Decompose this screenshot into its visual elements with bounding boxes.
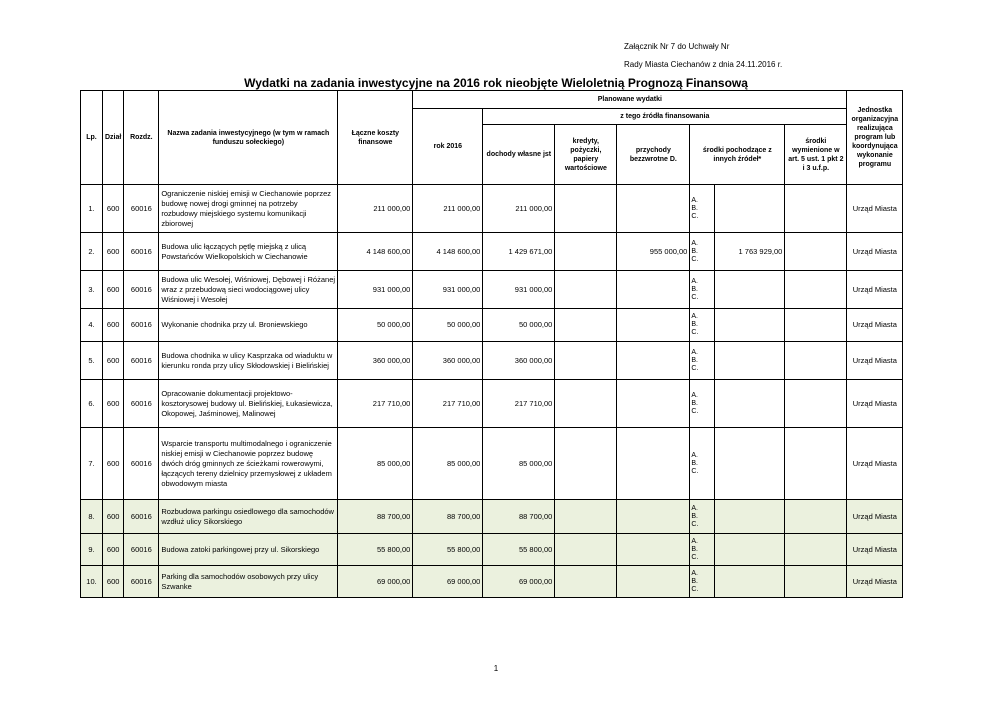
row-rozdz: 60016 <box>124 233 159 271</box>
row-other-sources <box>715 309 785 342</box>
row-year-2016: 55 800,00 <box>413 534 483 566</box>
row-other-sources: 1 763 929,00 <box>715 233 785 271</box>
abc-label: B. <box>691 321 698 328</box>
row-own-income: 85 000,00 <box>483 428 555 500</box>
row-task-name: Budowa zatoki parkingowej przy ul. Sikorskiego <box>159 534 338 566</box>
row-own-income: 217 710,00 <box>483 380 555 428</box>
row-unit: Urząd Miasta <box>847 566 903 598</box>
row-task-name: Opracowanie dokumentacji projektowo-kosztorysowej budowy ul. Bielińskiej, Łukasiewicza, Okopowej, Jaśminowej, Malinowej <box>159 380 338 428</box>
row-abc-labels <box>690 428 715 500</box>
row-lp: 9. <box>81 534 103 566</box>
row-unit: Urząd Miasta <box>847 500 903 534</box>
row-abc-labels <box>690 342 715 380</box>
row-task-name: Ograniczenie niskiej emisji w Ciechanowie poprzez budowę nowej drogi gminnej na potrzeby rozbudowy miejskiego systemu komunikacji zbiorowej <box>159 185 338 233</box>
row-art5-funds <box>785 534 847 566</box>
abc-label: A. <box>691 504 698 512</box>
table-row <box>81 309 903 342</box>
row-loans <box>555 271 617 309</box>
row-other-sources <box>715 185 785 233</box>
abc-label: B. <box>691 459 698 467</box>
row-unit: Urząd Miasta <box>847 233 903 271</box>
row-unit: Urząd Miasta <box>847 534 903 566</box>
row-year-2016: 85 000,00 <box>413 428 483 500</box>
row-unit: Urząd Miasta <box>847 342 903 380</box>
col-zrodla: z tego źródła finansowania <box>483 109 847 125</box>
row-other-sources <box>715 500 785 534</box>
row-total-cost: 88 700,00 <box>338 500 413 534</box>
abc-label: A. <box>691 196 698 204</box>
row-rozdz: 60016 <box>124 534 159 566</box>
row-dzial: 600 <box>103 185 124 233</box>
row-lp: 10. <box>81 566 103 598</box>
row-unit: Urząd Miasta <box>847 309 903 342</box>
row-unit: Urząd Miasta <box>847 271 903 309</box>
row-own-income: 1 429 671,00 <box>483 233 555 271</box>
row-dzial: 600 <box>103 534 124 566</box>
abc-label: C. <box>691 407 699 415</box>
row-task-name: Rozbudowa parkingu osiedlowego dla samochodów wzdłuż ulicy Sikorskiego <box>159 500 338 534</box>
row-non-repayable <box>617 309 690 342</box>
row-abc-labels <box>690 233 715 271</box>
row-non-repayable <box>617 428 690 500</box>
col-dzial: Dział <box>103 91 124 185</box>
row-art5-funds <box>785 566 847 598</box>
row-dzial: 600 <box>103 342 124 380</box>
abc-label: C. <box>691 255 699 263</box>
abc-label: C. <box>691 553 699 561</box>
row-rozdz: 60016 <box>124 185 159 233</box>
row-non-repayable <box>617 380 690 428</box>
abc-label: C. <box>691 364 699 372</box>
row-loans <box>555 566 617 598</box>
abc-label: C. <box>691 293 699 301</box>
table-row <box>81 428 903 500</box>
row-other-sources <box>715 534 785 566</box>
row-other-sources <box>715 342 785 380</box>
page-number: 1 <box>493 664 499 673</box>
abc-label: C. <box>691 329 699 336</box>
row-other-sources <box>715 428 785 500</box>
row-unit: Urząd Miasta <box>847 185 903 233</box>
abc-label: B. <box>691 577 698 585</box>
row-own-income: 360 000,00 <box>483 342 555 380</box>
attachment-note: Załącznik Nr 7 do Uchwały Nr <box>624 42 730 51</box>
row-own-income: 55 800,00 <box>483 534 555 566</box>
col-jednostka: Jednostka organizacyjna realizująca program lub koordynująca wykonanie programu <box>847 91 903 185</box>
row-lp: 8. <box>81 500 103 534</box>
row-lp: 2. <box>81 233 103 271</box>
col-rok: rok 2016 <box>413 109 483 185</box>
row-rozdz: 60016 <box>124 428 159 500</box>
row-rozdz: 60016 <box>124 342 159 380</box>
abc-label: A. <box>691 537 698 545</box>
abc-label: B. <box>691 356 698 364</box>
row-dzial: 600 <box>103 566 124 598</box>
row-year-2016: 211 000,00 <box>413 185 483 233</box>
row-non-repayable <box>617 566 690 598</box>
row-year-2016: 4 148 600,00 <box>413 233 483 271</box>
table-row <box>81 271 903 309</box>
row-lp: 6. <box>81 380 103 428</box>
row-own-income: 69 000,00 <box>483 566 555 598</box>
row-own-income: 931 000,00 <box>483 271 555 309</box>
row-lp: 5. <box>81 342 103 380</box>
row-loans <box>555 500 617 534</box>
abc-label: B. <box>691 545 698 553</box>
abc-label: A. <box>691 348 698 356</box>
row-year-2016: 50 000,00 <box>413 309 483 342</box>
abc-label: A. <box>691 451 698 459</box>
row-art5-funds <box>785 428 847 500</box>
abc-label: B. <box>691 399 698 407</box>
table-body <box>81 185 903 598</box>
row-art5-funds <box>785 309 847 342</box>
abc-label: A. <box>691 313 698 320</box>
col-laczne: Łączne koszty finansowe <box>338 91 413 185</box>
abc-label: A. <box>691 239 698 247</box>
row-total-cost: 69 000,00 <box>338 566 413 598</box>
row-abc-labels <box>690 500 715 534</box>
row-non-repayable <box>617 185 690 233</box>
row-dzial: 600 <box>103 380 124 428</box>
row-own-income: 211 000,00 <box>483 185 555 233</box>
row-dzial: 600 <box>103 500 124 534</box>
table-row <box>81 500 903 534</box>
col-planowane: Planowane wydatki <box>413 91 847 109</box>
row-abc-labels <box>690 185 715 233</box>
row-rozdz: 60016 <box>124 309 159 342</box>
abc-label: B. <box>691 285 698 293</box>
table-row <box>81 233 903 271</box>
abc-label: B. <box>691 512 698 520</box>
row-loans <box>555 185 617 233</box>
row-loans <box>555 342 617 380</box>
row-art5-funds <box>785 271 847 309</box>
row-own-income: 88 700,00 <box>483 500 555 534</box>
col-kredyty: kredyty, pożyczki, papiery wartościowe <box>555 125 617 185</box>
investment-table <box>80 90 903 598</box>
row-own-income: 50 000,00 <box>483 309 555 342</box>
row-dzial: 600 <box>103 309 124 342</box>
row-total-cost: 85 000,00 <box>338 428 413 500</box>
row-other-sources <box>715 271 785 309</box>
table-row <box>81 185 903 233</box>
row-lp: 4. <box>81 309 103 342</box>
row-loans <box>555 428 617 500</box>
row-total-cost: 55 800,00 <box>338 534 413 566</box>
row-other-sources <box>715 380 785 428</box>
row-loans <box>555 309 617 342</box>
row-non-repayable: 955 000,00 <box>617 233 690 271</box>
council-date-note: Rady Miasta Ciechanów z dnia 24.11.2016 r. <box>624 60 783 69</box>
col-przychody: przychody bezzwrotne D. <box>617 125 690 185</box>
abc-label: C. <box>691 520 699 528</box>
row-non-repayable <box>617 271 690 309</box>
abc-label: A. <box>691 391 698 399</box>
row-unit: Urząd Miasta <box>847 428 903 500</box>
abc-label: C. <box>691 585 699 593</box>
row-total-cost: 211 000,00 <box>338 185 413 233</box>
row-art5-funds <box>785 380 847 428</box>
abc-label: A. <box>691 277 698 285</box>
table-row <box>81 342 903 380</box>
row-rozdz: 60016 <box>124 500 159 534</box>
row-lp: 7. <box>81 428 103 500</box>
row-dzial: 600 <box>103 271 124 309</box>
row-abc-labels <box>690 566 715 598</box>
abc-label: C. <box>691 467 699 475</box>
row-total-cost: 4 148 600,00 <box>338 233 413 271</box>
row-other-sources <box>715 566 785 598</box>
col-rozdz: Rozdz. <box>124 91 159 185</box>
row-dzial: 600 <box>103 428 124 500</box>
table-row <box>81 380 903 428</box>
row-non-repayable <box>617 500 690 534</box>
abc-label: B. <box>691 247 698 255</box>
row-rozdz: 60016 <box>124 380 159 428</box>
row-year-2016: 88 700,00 <box>413 500 483 534</box>
abc-label: A. <box>691 569 698 577</box>
row-task-name: Budowa ulic łączących pętlę miejską z ulicą Powstańców Wielkopolskich w Ciechanowie <box>159 233 338 271</box>
table-row <box>81 566 903 598</box>
row-abc-labels <box>690 534 715 566</box>
row-non-repayable <box>617 534 690 566</box>
row-lp: 3. <box>81 271 103 309</box>
row-lp: 1. <box>81 185 103 233</box>
row-total-cost: 50 000,00 <box>338 309 413 342</box>
row-loans <box>555 534 617 566</box>
row-art5-funds <box>785 185 847 233</box>
table-row <box>81 534 903 566</box>
row-year-2016: 69 000,00 <box>413 566 483 598</box>
row-non-repayable <box>617 342 690 380</box>
abc-label: B. <box>691 204 698 212</box>
row-total-cost: 360 000,00 <box>338 342 413 380</box>
row-art5-funds <box>785 233 847 271</box>
row-task-name: Budowa ulic Wesołej, Wiśniowej, Dębowej i Różanej wraz z przebudową sieci wodociągowej ulicy Wiśniowej i Wesołej <box>159 271 338 309</box>
row-abc-labels <box>690 380 715 428</box>
row-rozdz: 60016 <box>124 271 159 309</box>
row-task-name: Wykonanie chodnika przy ul. Broniewskiego <box>159 309 338 342</box>
col-srodki-inne: środki pochodzące z innych źródeł* <box>690 125 785 185</box>
col-nazwa: Nazwa zadania inwestycyjnego (w tym w ramach funduszu sołeckiego) <box>159 91 338 185</box>
row-loans <box>555 380 617 428</box>
col-srodki-art: środki wymienione w art. 5 ust. 1 pkt 2 i 3 u.f.p. <box>785 125 847 185</box>
row-art5-funds <box>785 500 847 534</box>
col-dochody: dochody własne jst <box>483 125 555 185</box>
row-abc-labels <box>690 271 715 309</box>
row-task-name: Parking dla samochodów osobowych przy ulicy Szwanke <box>159 566 338 598</box>
row-total-cost: 931 000,00 <box>338 271 413 309</box>
row-task-name: Budowa chodnika w ulicy Kasprzaka od wiaduktu w kierunku ronda przy ulicy Skłodowskiej i Bielińskiej <box>159 342 338 380</box>
row-year-2016: 217 710,00 <box>413 380 483 428</box>
row-year-2016: 360 000,00 <box>413 342 483 380</box>
page-title: Wydatki na zadania inwestycyjne na 2016 rok nieobjęte Wieloletnią Prognozą Finansową <box>244 76 748 90</box>
row-year-2016: 931 000,00 <box>413 271 483 309</box>
row-unit: Urząd Miasta <box>847 380 903 428</box>
abc-label: C. <box>691 212 699 220</box>
row-total-cost: 217 710,00 <box>338 380 413 428</box>
col-lp: Lp. <box>81 91 103 185</box>
row-abc-labels <box>690 309 715 342</box>
row-loans <box>555 233 617 271</box>
row-task-name: Wsparcie transportu multimodalnego i ograniczenie niskiej emisji w Ciechanowie poprzez budowę dwóch dróg gminnych ze ścieżkami rowerowymi, łączących tereny dzielnicy przemysłowej z układem obwodowym miasta <box>159 428 338 500</box>
row-dzial: 600 <box>103 233 124 271</box>
row-rozdz: 60016 <box>124 566 159 598</box>
row-art5-funds <box>785 342 847 380</box>
